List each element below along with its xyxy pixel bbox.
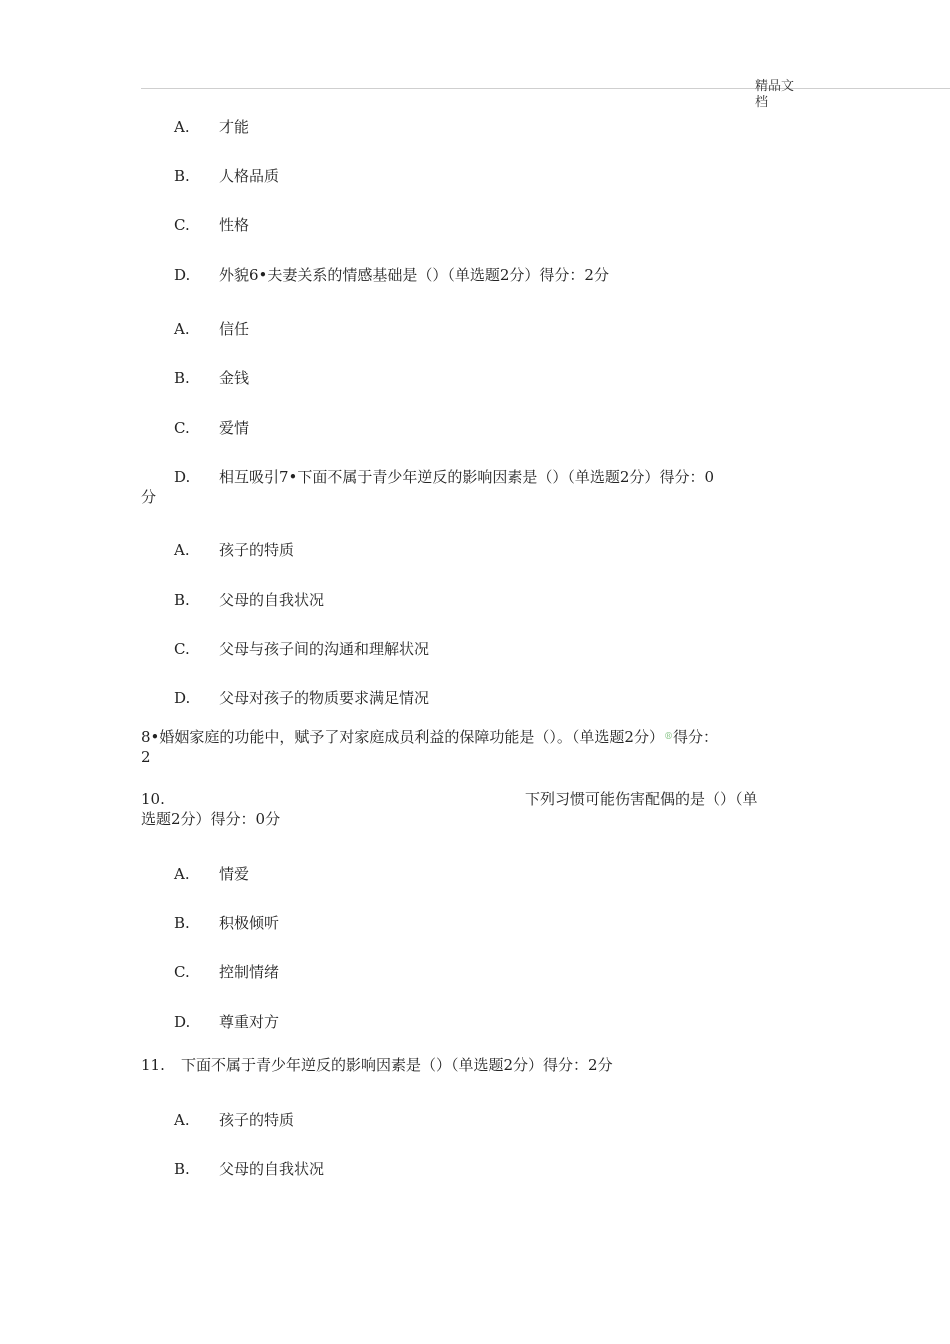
option-text: 性格	[219, 216, 250, 234]
option-text: 父母对孩子的物质要求满足情况	[219, 689, 430, 707]
option-text: 父母的自我状况	[219, 591, 325, 609]
header-label: 精品文档	[755, 79, 795, 110]
option-text: 情爱	[219, 865, 250, 883]
option-text: 父母与孩子间的沟通和理解状况	[219, 640, 430, 658]
option-text: 人格品质	[219, 167, 280, 185]
option-letter: D.	[174, 689, 191, 707]
registered-mark: ®	[663, 732, 673, 742]
option-text: 积极倾听	[219, 914, 280, 932]
option-letter: B.	[174, 914, 190, 932]
question-8-line1	[141, 727, 718, 747]
option-letter: C.	[174, 419, 190, 437]
question-text: 下列习惯可能伤害配偶的是（）（单	[525, 790, 758, 808]
question-text: 8•婚姻家庭的功能中，赋予了对家庭成员利益的保障功能是（）。（单选题2分）	[141, 728, 664, 746]
option-letter: D.	[174, 468, 191, 486]
option-text: 金钱	[219, 369, 250, 387]
option-text: 控制情绪	[219, 963, 280, 981]
option-letter: B.	[174, 591, 190, 609]
option-text: 信任	[219, 320, 250, 338]
option-text: 孩子的特质	[219, 1111, 295, 1129]
option-text: 尊重对方	[219, 1013, 280, 1031]
question-text: 下面不属于青少年逆反的影响因素是（）（单选题2分）得分：2分	[181, 1056, 613, 1074]
option-letter: D.	[174, 266, 191, 284]
question-text: 选题2分）得分：0分	[141, 810, 281, 828]
option-text: 孩子的特质	[219, 541, 295, 559]
option-letter: C.	[174, 963, 190, 981]
option-letter: D.	[174, 1013, 191, 1031]
question-number: 11.	[141, 1056, 165, 1074]
option-letter: C.	[174, 640, 190, 658]
option-text: 才能	[219, 118, 250, 136]
wrap-text: 分	[141, 488, 157, 506]
score-value: 2	[141, 748, 151, 766]
option-text: 外貌6•夫妻关系的情感基础是（）（单选题2分）得分：2分	[219, 266, 609, 284]
question-number: 10.	[141, 790, 165, 808]
option-text: 父母的自我状况	[219, 1160, 325, 1178]
option-text: 爱情	[219, 419, 250, 437]
score-label: 得分：	[672, 728, 718, 746]
option-letter: A.	[174, 541, 190, 559]
option-letter: B.	[174, 167, 190, 185]
option-letter: B.	[174, 369, 190, 387]
option-letter: A.	[174, 865, 190, 883]
option-letter: A.	[174, 320, 190, 338]
option-text: 相互吸引7•下面不属于青少年逆反的影响因素是（）（单选题2分）得分：0	[219, 468, 714, 486]
option-letter: A.	[174, 118, 190, 136]
option-letter: C.	[174, 216, 190, 234]
header-rule	[141, 88, 950, 89]
option-letter: A.	[174, 1111, 190, 1129]
option-letter: B.	[174, 1160, 190, 1178]
